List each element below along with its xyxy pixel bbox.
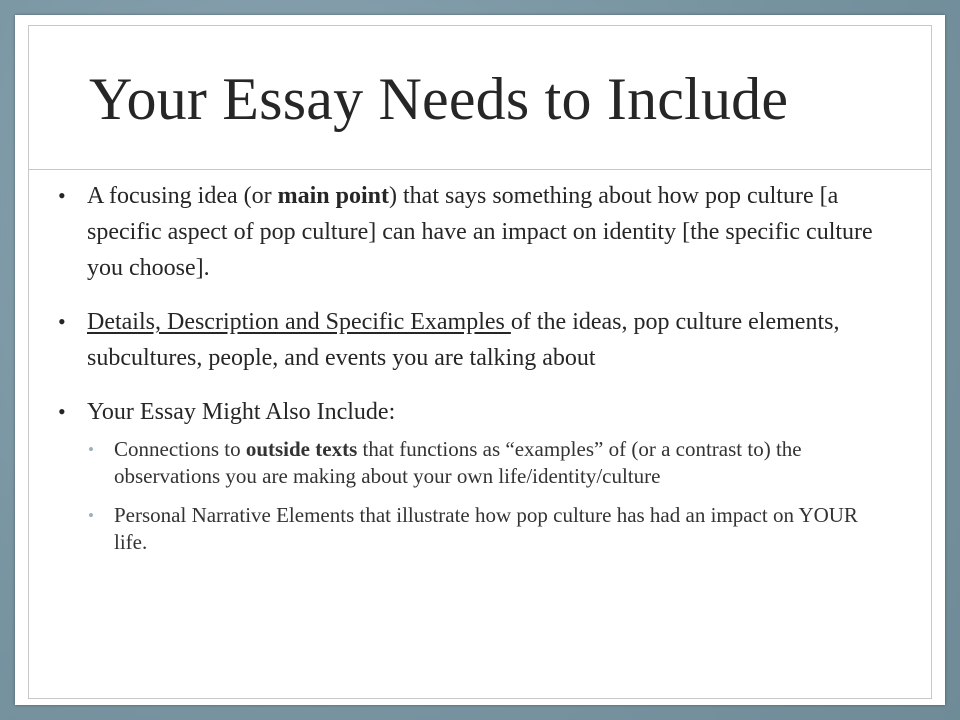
bullet-dot-icon: • <box>58 309 66 334</box>
bullet-text: Your Essay Might Also Include: <box>87 399 396 425</box>
bullet-details <box>58 304 888 376</box>
sub-bullet-text: Connections to <box>114 437 246 461</box>
sub-bullet-text: Personal Narrative Elements that illustrate how pop culture has had an impact on YOUR life. <box>114 503 858 554</box>
sub-bullet-list <box>58 436 888 556</box>
bullet-focusing-idea <box>58 178 888 286</box>
bullet-dot-icon: • <box>58 183 66 208</box>
sub-bullet-bold-text: outside texts <box>245 437 358 461</box>
sub-bullet-outside-texts <box>58 436 888 490</box>
sub-bullet-dot-icon: • <box>88 440 94 459</box>
bullet-text: A focusing idea (or <box>87 183 278 209</box>
slide-body <box>58 178 888 568</box>
sub-bullet-personal-narrative <box>58 502 888 556</box>
bullet-dot-icon: • <box>58 399 66 424</box>
sub-bullet-dot-icon: • <box>88 506 94 525</box>
bullet-underlined-text: Details, Description and Specific Examples <box>87 309 511 335</box>
bullet-might-include <box>58 394 888 430</box>
title-divider <box>28 169 932 170</box>
bullet-text: of the ideas, pop culture elements, subcultures, people, and events you are talking about <box>87 309 840 371</box>
bullet-text: ) that says something about how pop culture [a specific aspect of pop culture] can have an impact on identity [the specific culture you choose]. <box>87 183 873 281</box>
slide-title: Your Essay Needs to Include <box>89 66 789 132</box>
sub-bullet-text: that functions as “examples” of (or a contrast to) the observations you are making about your own life/identity/culture <box>114 437 802 488</box>
bullet-bold-text: main point <box>277 183 389 209</box>
